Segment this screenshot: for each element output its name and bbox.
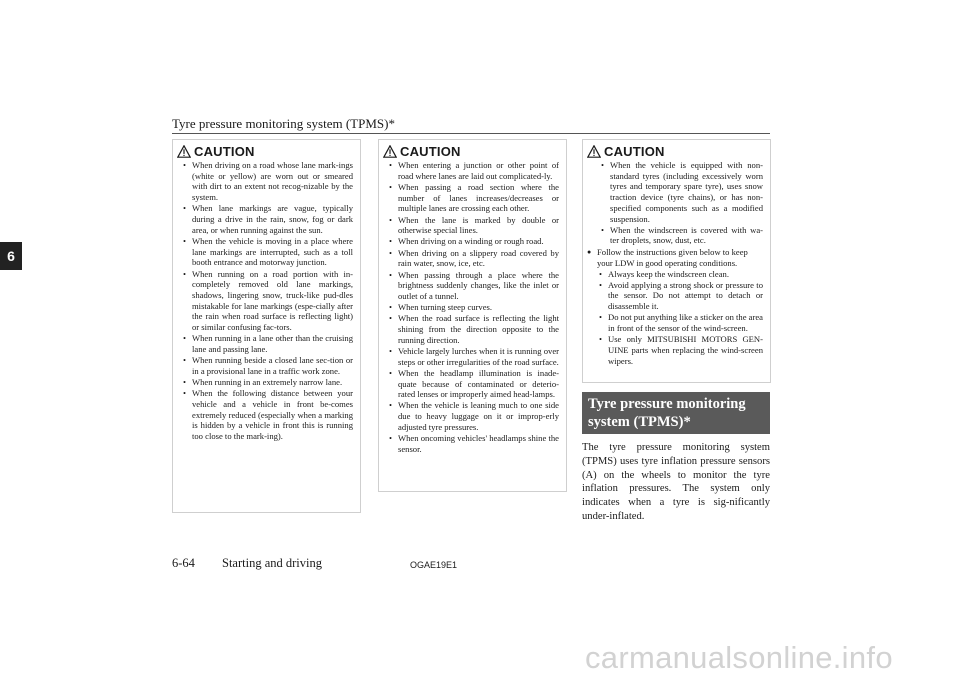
list-item: • When driving on a road whose lane mark-ings (white or yellow) are worn out or smeared with dirt to an extent not recog-nizable by the system. <box>183 160 353 203</box>
caution-header <box>173 142 360 160</box>
list-item: • When the lane is marked by double or otherwise special lines. <box>389 215 559 236</box>
caution-header <box>379 142 566 160</box>
caution-list <box>173 160 360 448</box>
list-item: • When the vehicle is equipped with non-standard tyres (including excessively worn tyres and temporary spare tyre), uses snow traction device (tyre chains), or has non-specified components such as a modified suspension. <box>601 160 763 224</box>
instruction-item: ● Follow the instructions given below to keep your LDW in good operating conditions. <box>587 247 763 268</box>
chapter-tab: 6 <box>0 242 22 270</box>
caution-box-right <box>582 139 771 383</box>
list-item: • Use only MITSUBISHI MOTORS GEN-UINE parts when replacing the wind-screen wipers. <box>599 334 763 366</box>
list-item: • When the road surface is reflecting the light shining from the direction opposite to the running direction. <box>389 313 559 345</box>
list-item: • When the headlamp illumination is inade-quate because of contaminated or deterio-rated lenses or improperly aimed head-lamps. <box>389 368 559 400</box>
list-item: • When the following distance between your vehicle and a vehicle in front be-comes extremely reduced (especially when a marking is hidden by a vehicle in front this is running too close to the mark-ing). <box>183 388 353 442</box>
list-item: • Always keep the windscreen clean. <box>599 269 763 280</box>
list-item: • When the vehicle is leaning much to one side due to heavy luggage on it or improp-erly adjusted tyre pressures. <box>389 400 559 432</box>
list-item: • When lane markings are vague, typically during a drive in the rain, snow, fog or dark area, or when running against the sun. <box>183 203 353 235</box>
section-body: The tyre pressure monitoring system (TPMS) uses tyre inflation pressure sensors (A) on the wheels to monitor the tyre inflation pressures. The system only indicates when a tyre is sig-nificantly under-inflated. <box>582 442 770 522</box>
list-item: • When passing through a place where the brightness suddenly changes, like the inlet or outlet of a tunnel. <box>389 270 559 302</box>
list-item: • When oncoming vehicles' headlamps shine the sensor. <box>389 433 559 454</box>
instruction-sub-list <box>583 269 770 373</box>
list-item: • Vehicle largely lurches when it is running over steps or other irregularities of the road surface. <box>389 346 559 367</box>
list-item: • When driving on a slippery road covered by rain water, snow, ice, etc. <box>389 248 559 269</box>
footer-chapter: Starting and driving <box>222 556 322 570</box>
list-item: • When driving on a winding or rough road. <box>389 236 559 247</box>
caution-list <box>583 160 770 246</box>
caution-label: CAUTION <box>194 143 255 159</box>
watermark: carmanualsonline.info <box>585 640 893 675</box>
list-item: • When passing a road section where the number of lanes increases/decreases or multiple lanes are crossing each other. <box>389 182 559 214</box>
document-code: OGAE19E1 <box>410 560 458 570</box>
warning-triangle-icon <box>383 145 397 158</box>
list-item: • When entering a junction or other point of road where lanes are laid out complicated-ly. <box>389 160 559 181</box>
list-item: • When running beside a closed lane sec-tion or in a provisional lane in a traffic work zone. <box>183 355 353 376</box>
list-item: • When the vehicle is moving in a place where lane markings are interrupted, such as a toll booth entrance and motorway junction. <box>183 236 353 268</box>
section-title: Tyre pressure monitoring system (TPMS)* <box>582 392 770 434</box>
warning-triangle-icon <box>177 145 191 158</box>
warning-triangle-icon <box>587 145 601 158</box>
running-title: Tyre pressure monitoring system (TPMS)* <box>172 116 395 131</box>
list-item: • When running in a lane other than the cruising lane and passing lane. <box>183 333 353 354</box>
list-item: • When turning steep curves. <box>389 302 559 313</box>
list-item: • When running in an extremely narrow lane. <box>183 377 353 388</box>
list-item: • Avoid applying a strong shock or pressure to the sensor. Do not attempt to detach or disassemble it. <box>599 280 763 312</box>
header-rule <box>172 133 770 134</box>
caution-label: CAUTION <box>400 143 461 159</box>
caution-box-middle <box>378 139 567 492</box>
list-item: • Do not put anything like a sticker on the area in front of the sensor of the wind-screen. <box>599 312 763 333</box>
list-item: • When running on a road portion with in-completely removed old lane markings, shadows, lingering snow, truck-like pud-dles mistakable for lane markings (espe-cially after the rain when road surface is reflecting light) or similar confusing fac-tors. <box>183 269 353 333</box>
caution-box-left <box>172 139 361 513</box>
caution-header <box>583 142 770 160</box>
caution-list <box>379 160 566 461</box>
list-item: • When the windscreen is covered with wa-ter droplets, snow, dust, etc. <box>601 225 763 246</box>
caution-label: CAUTION <box>604 143 665 159</box>
page-number: 6-64 <box>172 556 195 570</box>
